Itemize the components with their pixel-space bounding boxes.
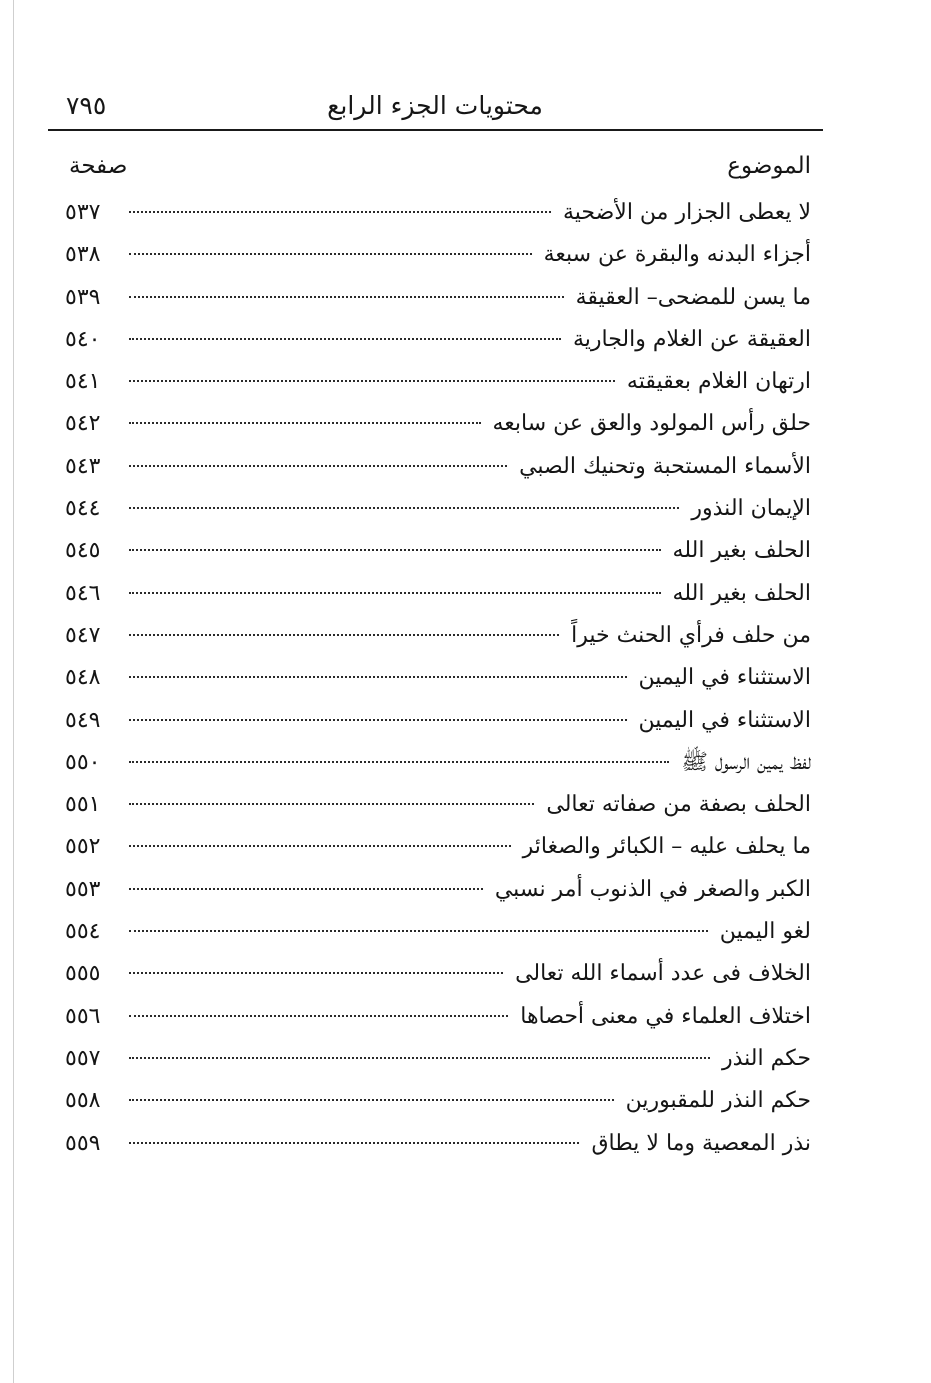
toc-entry-page: ٥٣٩: [65, 284, 101, 310]
toc-row: [65, 700, 811, 742]
dot-leader: [129, 592, 661, 594]
toc-entry-page: ٥٥١: [65, 792, 101, 818]
dot-leader: [129, 380, 615, 382]
toc-entry-page: ٥٤٠: [65, 326, 101, 352]
toc-entry-page: ٥٤٨: [65, 665, 101, 691]
page-header: [48, 86, 822, 130]
toc-entry-page: ٥٤١: [65, 369, 101, 395]
toc-row: [65, 784, 811, 826]
toc-entry-page: ٥٥٠: [65, 749, 101, 775]
toc-entry-title: حلق رأس المولود والعق عن سابعه: [492, 411, 811, 437]
toc-entry-title: الأسماء المستحبة وتحنيك الصبي: [519, 453, 811, 479]
dot-leader: [129, 845, 511, 847]
dot-leader: [129, 549, 661, 551]
dot-leader: [129, 422, 481, 424]
toc-entry-page: ٥٤٣: [65, 453, 101, 479]
toc-entry-title: أجزاء البدنه والبقرة عن سبعة: [543, 242, 811, 268]
toc-entry-title: لفظ يمين الرسول ﷺ: [681, 749, 811, 775]
dot-leader: [129, 338, 561, 340]
toc-entry-page: ٥٥٥: [65, 961, 101, 987]
toc-entry-page: ٥٥٩: [65, 1130, 101, 1156]
toc-entry-title: الكبر والصغر في الذنوب أمر نسبي: [494, 876, 811, 902]
toc-entry-title: الخلاف فى عدد أسماء الله تعالى: [515, 961, 811, 987]
toc-entry-title: ما يسن للمضحى– العقيقة: [575, 284, 811, 310]
toc-entry-title: الاستثناء في اليمين: [638, 707, 811, 733]
dot-leader: [129, 507, 679, 509]
dot-leader: [129, 1057, 710, 1059]
toc-entry-title: لا يعطى الجزار من الأضحية: [562, 200, 811, 225]
toc-row: [65, 530, 811, 572]
dot-leader: [129, 1099, 614, 1101]
toc-entry-title: الحلف بصفة من صفاته تعالى: [546, 792, 811, 818]
dot-leader: [129, 719, 627, 721]
toc-entry-title: ارتهان الغلام بعقيقته: [626, 369, 811, 395]
header-rule: [48, 129, 823, 131]
dot-leader: [129, 761, 669, 763]
dot-leader: [129, 211, 551, 213]
toc-row: [65, 277, 811, 319]
toc-row: [65, 573, 811, 615]
toc-row: [65, 911, 811, 953]
toc-entry-page: ٥٤٤: [65, 496, 101, 522]
toc-row: [65, 742, 811, 784]
toc-row: [65, 403, 811, 445]
toc-entry-title: حكم النذر: [721, 1045, 811, 1071]
toc-row: [65, 488, 811, 530]
toc-entry-page: ٥٤٩: [65, 707, 101, 733]
toc-entry-title: الحلف بغير الله: [672, 580, 811, 606]
dot-leader: [129, 634, 559, 636]
toc-row: [65, 953, 811, 995]
toc-row: [65, 1080, 811, 1122]
toc-entry-title: حكم النذر للمقبورين: [625, 1088, 811, 1114]
topic-column-heading: الموضوع: [727, 153, 811, 179]
toc-row: [65, 319, 811, 361]
toc-entry-page: ٥٤٦: [65, 580, 101, 606]
dot-leader: [129, 1015, 508, 1017]
toc-entry-page: ٥٥٢: [65, 834, 101, 860]
toc-row: [65, 657, 811, 699]
toc-entry-title: الإيمان النذور: [691, 496, 811, 522]
column-headings: [65, 146, 811, 186]
toc-row: [65, 361, 811, 403]
toc-entry-title: من حلف فرأي الحنث خيراً: [571, 622, 811, 648]
page-number: ٧٩٥: [66, 91, 107, 120]
toc-entry-title: لغو اليمين: [719, 919, 811, 945]
toc-entry-title: الاستثناء في اليمين: [638, 665, 811, 691]
dot-leader: [129, 465, 507, 467]
toc-entry-page: ٥٤٢: [65, 411, 101, 437]
toc-entry-page: ٥٣٧: [65, 200, 101, 225]
dot-leader: [129, 253, 532, 255]
toc-entry-title: العقيقة عن الغلام والجارية: [572, 326, 811, 352]
toc-entry-title: الحلف بغير الله: [672, 538, 811, 564]
toc-entry-page: ٥٣٨: [65, 242, 101, 268]
dot-leader: [129, 1142, 579, 1144]
table-of-contents: [65, 192, 811, 1165]
toc-entry-title: ما يحلف عليه – الكبائر والصغائر: [522, 834, 811, 860]
toc-entry-page: ٥٤٧: [65, 622, 101, 648]
dot-leader: [129, 888, 483, 890]
dot-leader: [129, 972, 503, 974]
toc-entry-title: اختلاف العلماء في معنى أحصاها: [520, 1003, 811, 1029]
toc-entry-title: نذر المعصية وما لا يطاق: [591, 1130, 811, 1156]
toc-row: [65, 996, 811, 1038]
toc-entry-page: ٥٥٣: [65, 876, 101, 902]
dot-leader: [129, 676, 627, 678]
toc-row: [65, 1123, 811, 1165]
dot-leader: [129, 296, 564, 298]
toc-entry-page: ٥٥٤: [65, 919, 101, 945]
dot-leader: [129, 803, 534, 805]
toc-row: [65, 192, 811, 234]
toc-row: [65, 615, 811, 657]
toc-row: [65, 826, 811, 868]
toc-row: [65, 869, 811, 911]
page-column-heading: صفحة: [69, 153, 128, 179]
page-edge-line: [13, 0, 14, 1383]
toc-entry-page: ٥٥٦: [65, 1003, 101, 1029]
toc-entry-page: ٥٥٨: [65, 1088, 101, 1114]
dot-leader: [129, 930, 708, 932]
toc-row: [65, 1038, 811, 1080]
toc-row: [65, 446, 811, 488]
toc-entry-page: ٥٥٧: [65, 1045, 101, 1071]
toc-row: [65, 234, 811, 276]
toc-entry-page: ٥٤٥: [65, 538, 101, 564]
running-title: محتويات الجزء الرابع: [327, 91, 543, 120]
